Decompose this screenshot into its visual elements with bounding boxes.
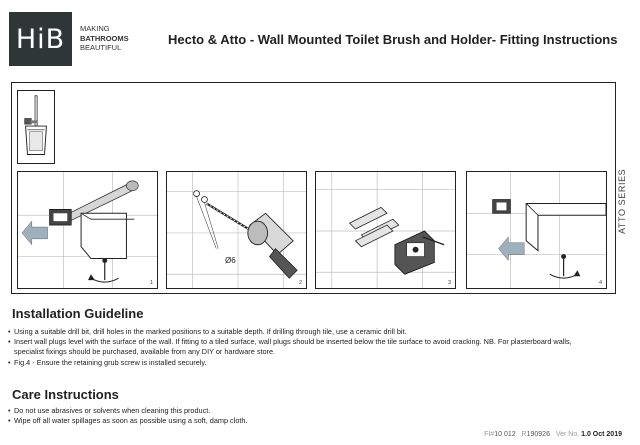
figure-panel-3 [315, 171, 456, 289]
version-value: 1.0 Oct 2019 [581, 431, 622, 438]
version-label: Ver No. [555, 431, 580, 438]
installation-heading: Installation Guideline [12, 306, 144, 321]
logo-text: HiB [15, 23, 66, 55]
list-item: • Insert wall plugs level with the surface of the wall. If fitting to a tiled surface, wall plugs should be inserted below the tile surface to avoid cracking. NB. For plasterboard walls, specialist fixings should be purchased, available from any DIY or hardware store. [8, 337, 598, 357]
figure-number: 3 [447, 280, 451, 286]
figure-number: 2 [298, 280, 302, 286]
brand-tagline [80, 24, 129, 53]
product-illustration [17, 90, 55, 164]
tagline-line-3: BEAUTIFUL [80, 43, 122, 52]
figure-panel-4 [466, 171, 607, 289]
installation-list [8, 327, 598, 368]
list-item: • Fig.4 - Ensure the retaining grub screw is installed securely. [8, 358, 598, 368]
tagline-line-2: BATHROOMS [80, 33, 129, 43]
care-heading: Care Instructions [12, 387, 119, 402]
fi-label: FI# [484, 431, 495, 438]
hib-logo [9, 12, 72, 66]
r-label: R [521, 431, 527, 438]
figure-panel-1 [17, 171, 158, 289]
document-footer [484, 431, 622, 438]
series-label: ATTO SERIES [617, 168, 627, 234]
toilet-brush-icon [18, 91, 54, 163]
r-value: 190926 [526, 431, 550, 438]
figure-number: 1 [149, 280, 153, 286]
fi-value: 10 012 [494, 431, 516, 438]
list-item: • Using a suitable drill bit, drill holes in the marked positions to a suitable depth. If drilling through tile, use a ceramic drill bit. [8, 327, 598, 337]
figure-number: 4 [598, 280, 602, 286]
list-item: • Wipe off all water spillages as soon as possible using a soft, damp cloth. [8, 416, 598, 426]
document-title: Hecto & Atto - Wall Mounted Toilet Brush and Holder- Fitting Instructions [168, 32, 618, 47]
care-list [8, 406, 598, 426]
figure-panel-2 [166, 171, 307, 289]
list-item: • Do not use abrasives or solvents when cleaning this product. [8, 406, 598, 416]
tagline-line-1: MAKING [80, 24, 110, 33]
drill-size-label: Ø6 [225, 256, 236, 265]
